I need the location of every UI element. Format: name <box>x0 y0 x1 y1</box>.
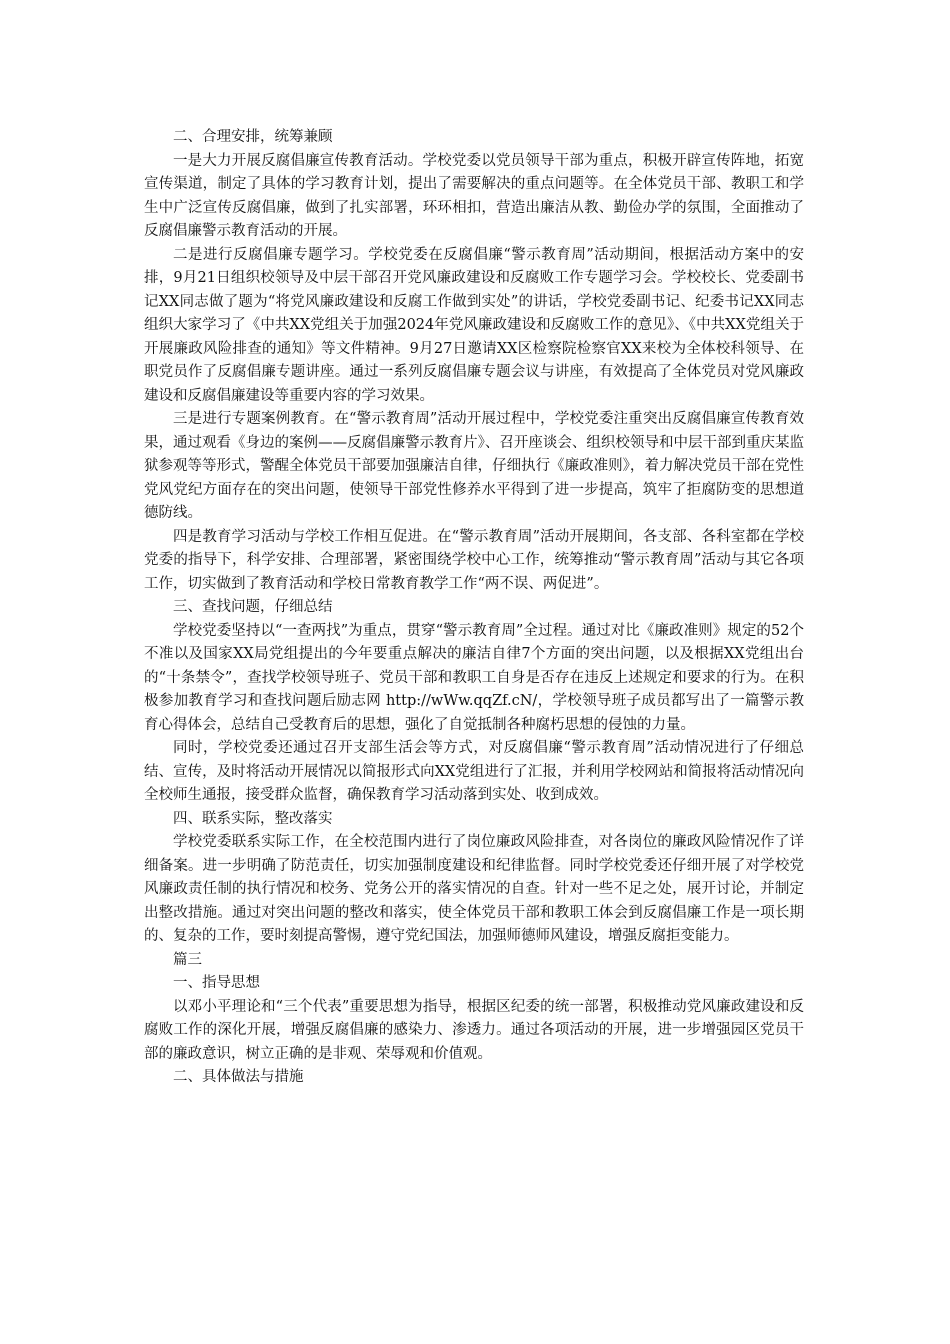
measures-heading: 二、具体做法与措施 <box>173 1069 304 1085</box>
section-heading-3: 三、查找问题，仔细总结 <box>173 599 333 615</box>
section-heading-2: 二、合理安排，统筹兼顾 <box>173 129 333 145</box>
paragraph-5: 学校党委坚持以“一查两找”为重点，贯穿“警示教育周”全过程。通过对比《廉政准则》规定的52个不准以及国家XX局党组提出的今年要重点解决的廉洁自律7个方面的突出问题，以及根据XX党组出台的“十条禁令”，查找学校领导班子、党员干部和教职工自身是否存在违反上述规定和要求的行为。在积极参加教育学习和查找问题后励志网 http://wWw.qqZf.cN/，学校领导班子成员都写出了一篇警示教育心得体会，总结自己受教育后的思想，强化了自觉抵制各种腐朽思想的侵蚀的力量。 <box>144 622 804 733</box>
paragraph-1: 一是大力开展反腐倡廉宣传教育活动。学校党委以党员领导干部为重点，积极开辟宣传阵地，拓宽宣传渠道，制定了具体的学习教育计划，提出了需要解决的重点问题等。在全体党员干部、教职工和学生中广泛宣传反腐倡廉，做到了扎实部署，环环相扣，营造出廉洁从教、勤俭办学的氛围，全面推动了反腐倡廉警示教育活动的开展。 <box>144 152 804 239</box>
paragraph-7: 学校党委联系实际工作，在全校范围内进行了岗位廉政风险排查，对各岗位的廉政风险情况作了详细备案。进一步明确了防范责任，切实加强制度建设和纪律监督。同时学校党委还仔细开展了对学校党风廉政责任制的执行情况和校务、党务公开的落实情况的自查。针对一些不足之处，展开讨论，并制定出整改措施。通过对突出问题的整改和落实，使全体党员干部和教职工体会到反腐倡廉工作是一项长期的、复杂的工作，要时刻提高警惕，遵守党纪国法，加强师德师风建设，增强反腐拒变能力。 <box>144 834 804 944</box>
paragraph-8: 以邓小平理论和“三个代表”重要思想为指导，根据区纪委的统一部署，积极推动党风廉政建设和反腐败工作的深化开展，增强反腐倡廉的感染力、渗透力。通过各项活动的开展，进一步增强园区党员干部的廉政意识，树立正确的是非观、荣辱观和价值观。 <box>144 998 804 1062</box>
paragraph-2: 二是进行反腐倡廉专题学习。学校党委在反腐倡廉“警示教育周”活动期间，根据活动方案中的安排，9月21日组织校领导及中层干部召开党风廉政建设和反腐败工作专题学习会。学校校长、党委副书记XX同志做了题为“将党风廉政建设和反腐工作做到实处”的讲话，学校党委副书记、纪委书记XX同志组织大家学习了《中共XX党组关于加强2024年党风廉政建设和反腐败工作的意见》、《中共XX党组关于开展廉政风险排查的通知》等文件精神。9月27日邀请XX区检察院检察官XX来校为全体校科领导、在职党员作了反腐倡廉专题讲座。通过一系列反腐倡廉专题会议与讲座，有效提高了全体党员对党风廉政建设和反腐倡廉建设等重要内容的学习效果。 <box>144 246 804 404</box>
document-body <box>144 126 804 1090</box>
paragraph-3: 三是进行专题案例教育。在“警示教育周”活动开展过程中，学校党委注重突出反腐倡廉宣传教育效果，通过观看《身边的案例——反腐倡廉警示教育片》、召开座谈会、组织校领导和中层干部到重庆某监狱参观等等形式，警醒全体党员干部要加强廉洁自律，仔细执行《廉政准则》，着力解决党员干部在党性党风党纪方面存在的突出问题，使领导干部党性修养水平得到了进一步提高，筑牢了拒腐防变的思想道德防线。 <box>144 411 804 521</box>
paragraph-4: 四是教育学习活动与学校工作相互促进。在“警示教育周”活动开展期间，各支部、各科室都在学校党委的指导下，科学安排、合理部署，紧密围绕学校中心工作，统筹推动“警示教育周”活动与其它各项工作，切实做到了教育活动和学校日常教育教学工作“两不误、两促进”。 <box>144 528 804 592</box>
guiding-thought-heading: 一、指导思想 <box>173 975 260 991</box>
paragraph-6: 同时，学校党委还通过召开支部生活会等方式，对反腐倡廉“警示教育周”活动情况进行了仔细总结、宣传，及时将活动开展情况以简报形式向XX党组进行了汇报，并利用学校网站和简报将活动情况向全校师生通报，接受群众监督，确保教育学习活动落到实处、收到成效。 <box>144 740 804 803</box>
part-three-heading: 篇三 <box>173 951 202 968</box>
section-heading-4: 四、联系实际，整改落实 <box>173 810 333 827</box>
